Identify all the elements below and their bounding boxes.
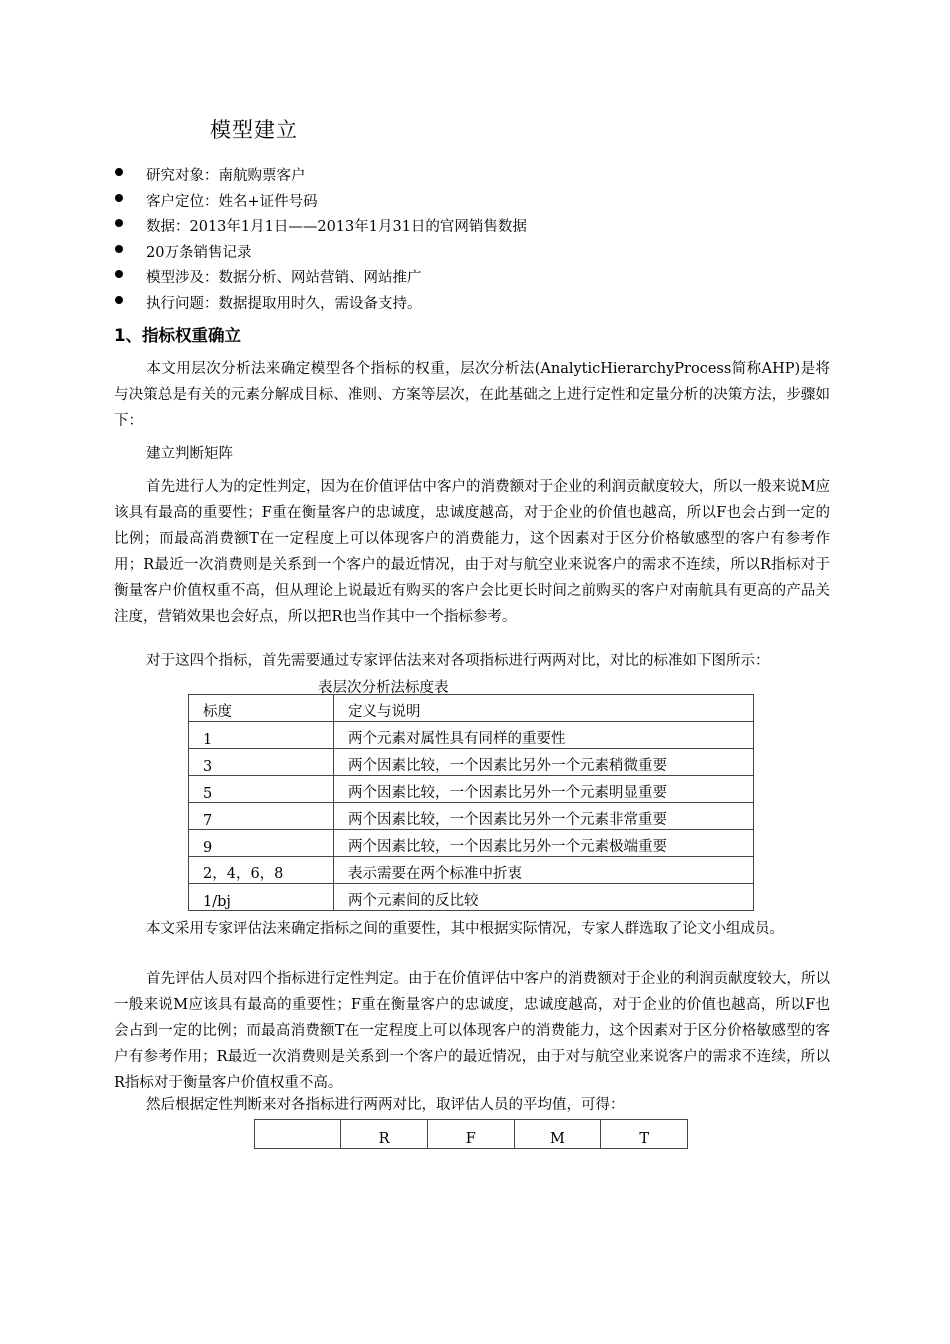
table-cell: 2，4，6，8	[189, 857, 334, 884]
table-cell: 1	[189, 722, 334, 749]
table-cell: 1/bj	[189, 884, 334, 911]
list-item: 研究对象：南航购票客户	[112, 164, 832, 190]
paragraph-2: 对于这四个指标，首先需要通过专家评估法来对各项指标进行两两对比，对比的标准如下图所示：	[146, 653, 770, 669]
table-cell: 两个因素比较，一个因素比另外一个元素稍微重要	[334, 749, 754, 776]
paragraph-4: 首先评估人员对四个指标进行定性判定。由于在价值评估中客户的消费额对于企业的利润贡献度较大，所以一般来说M应该具有最高的重要性；F重在衡量客户的忠诚度，忠诚度越高，对于企业的价值也越高，所以F也会占到一定的比例；而最高消费额T在一定程度上可以体现客户的消费能力，这个因素对于区分价格敏感型的客户有参考作用；R最近一次消费则是关系到一个客户的最近情况，由于对与航空业来说客户的需求不连续，所以R指标对于衡量客户价值权重不高。	[114, 971, 830, 1091]
table-header-cell	[255, 1120, 341, 1149]
bullet-dot-icon	[115, 219, 123, 227]
bullet-dot-icon	[115, 270, 123, 278]
table-row	[189, 884, 754, 911]
list-item: 数据：2013年1月1日——2013年1月31日的官网销售数据	[112, 215, 832, 241]
table-cell: 两个元素对属性具有同样的重要性	[334, 722, 754, 749]
scale-table	[188, 694, 754, 911]
paragraph-5: 然后根据定性判断来对各指标进行两两对比，取评估人员的平均值，可得：	[146, 1097, 625, 1113]
bullet-dot-icon	[115, 296, 123, 304]
table-header-cell: M	[514, 1120, 601, 1149]
table-header-cell: F	[427, 1120, 514, 1149]
table-cell: 两个因素比较，一个因素比另外一个元素极端重要	[334, 830, 754, 857]
table-cell: 7	[189, 803, 334, 830]
table-cell: 表示需要在两个标准中折衷	[334, 857, 754, 884]
table-cell: 3	[189, 749, 334, 776]
bullet-dot-icon	[115, 194, 123, 202]
table-row	[189, 722, 754, 749]
table-cell: 9	[189, 830, 334, 857]
table-cell: 两个元素间的反比较	[334, 884, 754, 911]
list-item: 客户定位：姓名+证件号码	[112, 190, 832, 216]
table-row	[189, 830, 754, 857]
table-header-cell: 定义与说明	[334, 695, 754, 722]
page-title: 模型建立	[210, 118, 298, 142]
table-header-row	[255, 1120, 688, 1149]
subsection-heading: 建立判断矩阵	[146, 446, 233, 462]
bullet-dot-icon	[115, 245, 123, 253]
table-cell: 5	[189, 776, 334, 803]
table-cell: 两个因素比较，一个因素比另外一个元素非常重要	[334, 803, 754, 830]
table-header-cell: R	[341, 1120, 428, 1149]
table-caption: 表层次分析法标度表	[318, 680, 449, 696]
table-row	[189, 776, 754, 803]
table-row	[189, 857, 754, 884]
list-item: 执行问题：数据提取用时久，需设备支持。	[112, 292, 832, 318]
list-item: 模型涉及：数据分析、网站营销、网站推广	[112, 266, 832, 292]
bullet-dot-icon	[115, 168, 123, 176]
table-row	[189, 803, 754, 830]
comparison-table	[254, 1119, 688, 1149]
table-header-row	[189, 695, 754, 722]
table-header-cell: T	[601, 1120, 688, 1149]
bullet-list	[112, 164, 832, 317]
list-item: 20万条销售记录	[112, 241, 832, 267]
intro-paragraph: 本文用层次分析法来确定模型各个指标的权重，层次分析法(AnalyticHierarchyProcess简称AHP)是将与决策总是有关的元素分解成目标、准则、方案等层次，在此基础之上进行定性和定量分析的决策方法，步骤如下：	[114, 361, 830, 429]
paragraph-1: 首先进行人为的定性判定，因为在价值评估中客户的消费额对于企业的利润贡献度较大，所以一般来说M应该具有最高的重要性；F重在衡量客户的忠诚度，忠诚度越高，对于企业的价值也越高，所以F也会占到一定的比例；而最高消费额T在一定程度上可以体现客户的消费能力，这个因素对于区分价格敏感型的客户有参考作用；R最近一次消费则是关系到一个客户的最近情况，由于对与航空业来说客户的需求不连续，所以R指标对于衡量客户价值权重不高，但从理论上说最近有购买的客户会比更长时间之前购买的客户对南航具有更高的产品关注度，营销效果也会好点，所以把R也当作其中一个指标参考。	[114, 479, 830, 625]
table-cell: 两个因素比较，一个因素比另外一个元素明显重要	[334, 776, 754, 803]
table-header-cell: 标度	[189, 695, 334, 722]
section-heading: 1、指标权重确立	[114, 326, 241, 345]
paragraph-3: 本文采用专家评估法来确定指标之间的重要性，其中根据实际情况，专家人群选取了论文小组成员。	[146, 921, 784, 937]
table-row	[189, 749, 754, 776]
